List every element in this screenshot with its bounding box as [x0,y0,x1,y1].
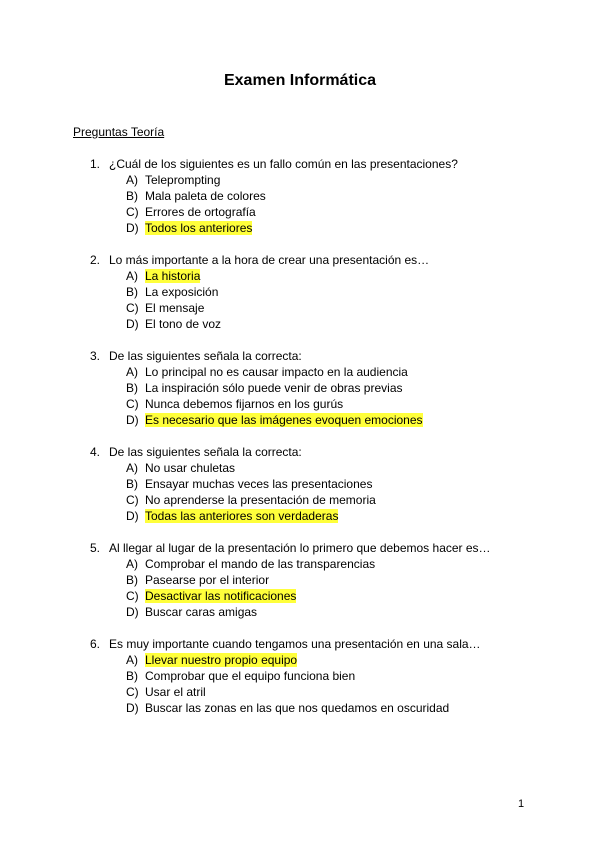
option-b [90,572,570,588]
option-letter: B) [126,669,138,683]
option-letter: C) [126,205,139,219]
option-letter: C) [126,589,139,603]
option-c [90,204,570,220]
option-text: El mensaje [145,301,205,315]
option-b [90,668,570,684]
option-letter: A) [126,557,138,571]
question-text: ¿Cuál de los siguientes es un fallo común en las presentaciones? [109,157,458,171]
option-letter: B) [126,285,138,299]
option-b [90,284,570,300]
question-number: 6. [90,637,101,651]
option-text: Mala paleta de colores [145,189,266,203]
section-heading: Preguntas Teoría [73,125,165,139]
option-letter: D) [126,701,139,715]
option-letter: D) [126,413,139,427]
option-text: Comprobar que el equipo funciona bien [145,669,356,683]
option-text: Buscar las zonas en las que nos quedamos en oscuridad [145,701,450,715]
page-number: 1 [518,798,525,810]
option-letter: D) [126,221,139,235]
question-number: 3. [90,349,101,363]
option-text: Lo principal no es causar impacto en la audiencia [145,365,408,379]
option-text: Ensayar muchas veces las presentaciones [145,477,373,491]
question-number: 1. [90,157,101,171]
option-letter: D) [126,509,139,523]
question-text: De las siguientes señala la correcta: [109,349,302,363]
option-letter: C) [126,397,139,411]
option-d [90,220,570,236]
option-text-highlighted: Es necesario que las imágenes evoquen emociones [145,413,423,427]
option-letter: C) [126,493,139,507]
option-text: La inspiración sólo puede venir de obras previas [145,381,403,395]
option-letter: B) [126,573,138,587]
option-text-highlighted: La historia [145,269,201,283]
option-letter: B) [126,477,138,491]
option-text: El tono de voz [145,317,222,331]
option-letter: A) [126,461,138,475]
option-letter: A) [126,653,138,667]
question-text: Lo más importante a la hora de crear una presentación es… [109,253,430,267]
option-c [90,396,570,412]
option-c [90,684,570,700]
question-list [90,156,570,732]
question-text: Al llegar al lugar de la presentación lo primero que debemos hacer es… [109,541,491,555]
option-c [90,300,570,316]
option-text-highlighted: Todos los anteriores [145,221,253,235]
option-a [90,268,570,284]
question-text: Es muy importante cuando tengamos una presentación en una sala… [109,637,481,651]
option-d [90,412,570,428]
option-text: Teleprompting [145,173,221,187]
option-text: No usar chuletas [145,461,236,475]
option-text: Buscar caras amigas [145,605,258,619]
option-letter: D) [126,317,139,331]
option-b [90,188,570,204]
question-number: 5. [90,541,101,555]
option-letter: A) [126,269,138,283]
option-text-highlighted: Llevar nuestro propio equipo [145,653,298,667]
question-6 [90,636,570,716]
question-4 [90,444,570,524]
option-b [90,380,570,396]
option-letter: C) [126,685,139,699]
option-text: Usar el atril [145,685,206,699]
option-text: Errores de ortografía [145,205,256,219]
option-text: No aprenderse la presentación de memoria [145,493,376,507]
option-letter: B) [126,381,138,395]
option-text: Nunca debemos fijarnos en los gurús [145,397,344,411]
question-number: 2. [90,253,101,267]
option-a [90,460,570,476]
option-a [90,652,570,668]
question-2 [90,252,570,332]
document-title: Examen Informática [223,72,377,89]
option-a [90,556,570,572]
option-text-highlighted: Todas las anteriores son verdaderas [145,509,339,523]
option-c [90,588,570,604]
question-1 [90,156,570,236]
option-c [90,492,570,508]
option-letter: D) [126,605,139,619]
option-a [90,364,570,380]
option-d [90,604,570,620]
option-text-highlighted: Desactivar las notificaciones [145,589,297,603]
option-letter: B) [126,189,138,203]
option-d [90,700,570,716]
option-d [90,508,570,524]
question-5 [90,540,570,620]
option-letter: A) [126,173,138,187]
option-letter: A) [126,365,138,379]
option-d [90,316,570,332]
question-text: De las siguientes señala la correcta: [109,445,302,459]
option-b [90,476,570,492]
option-text: La exposición [145,285,219,299]
option-text: Comprobar el mando de las transparencias [145,557,376,571]
question-3 [90,348,570,428]
option-text: Pasearse por el interior [145,573,270,587]
option-a [90,172,570,188]
option-letter: C) [126,301,139,315]
question-number: 4. [90,445,101,459]
